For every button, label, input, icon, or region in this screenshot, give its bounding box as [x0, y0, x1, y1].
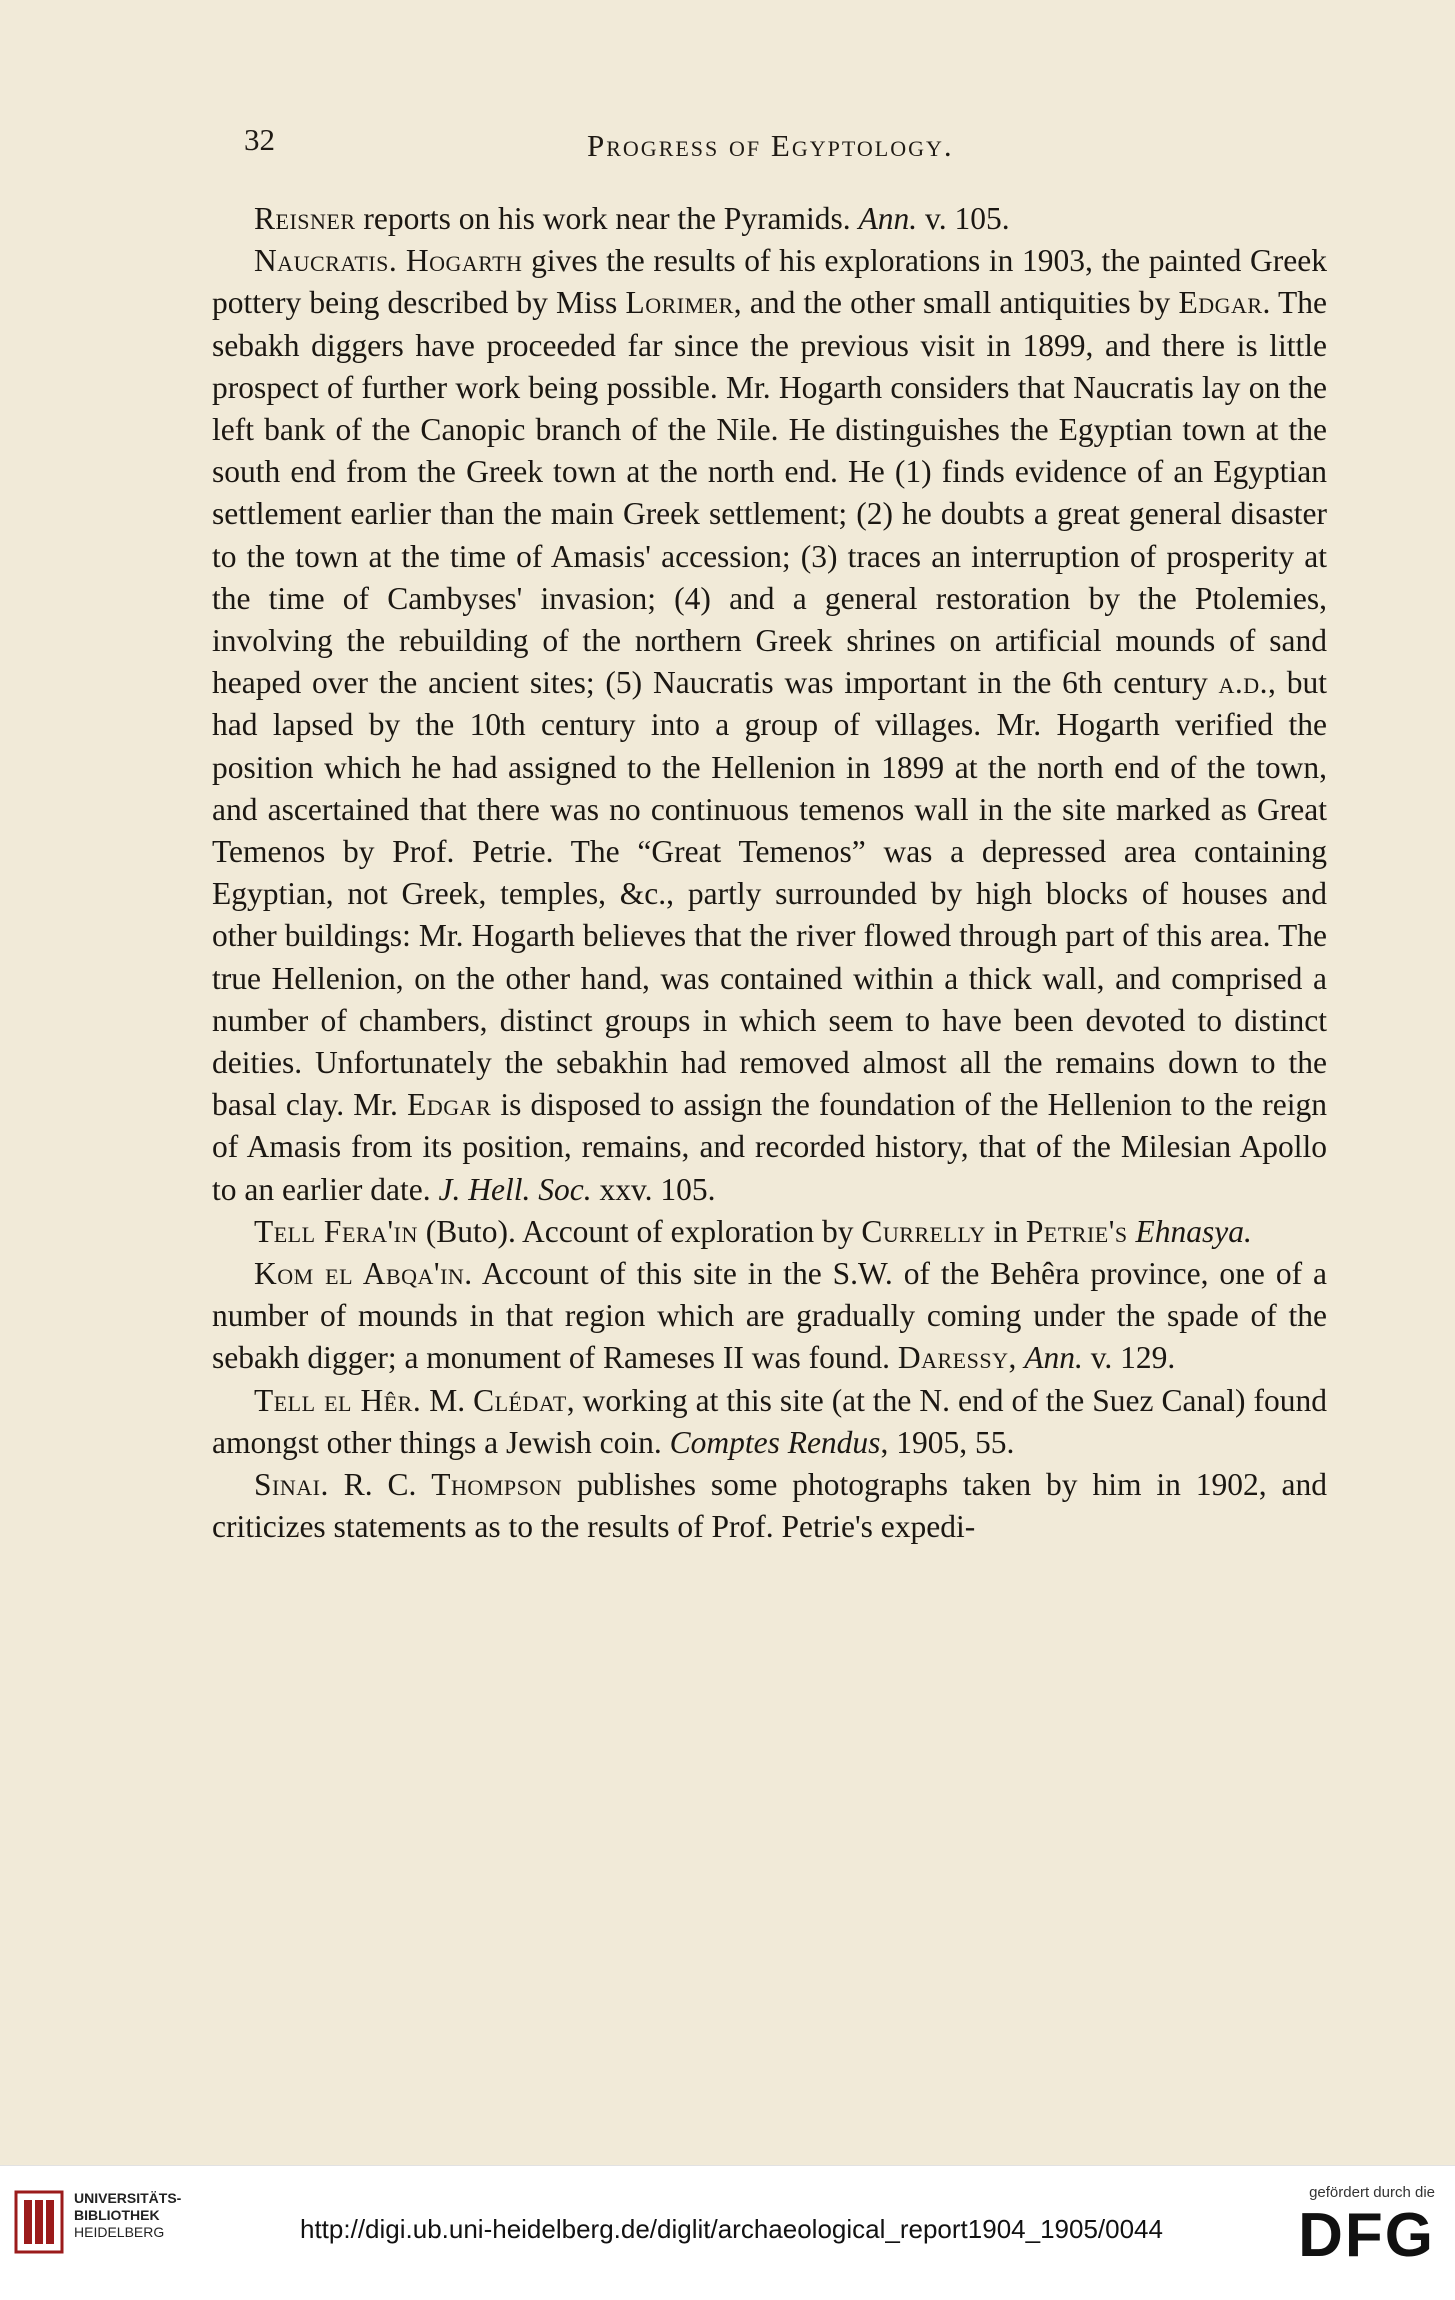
text-segment: , — [1008, 1340, 1025, 1376]
text-segment — [1128, 1214, 1136, 1249]
text-segment: gives the results of his explorations in 1903, the painted Greek pottery being described by Miss — [212, 243, 1328, 321]
text-segment: . The sebakh diggers have proceeded far since the previous visit in 1899, and there is little prospect of further work being possible. Mr. Hogarth considers that Naucratis lay on the left bank of the Canopic branch of the Nile. He distinguishes the Egyptian town at the south end from the Greek town at the north end. He (1) finds evidence of an Egyptian settlement earlier than the main Greek settlement; (2) he doubts a great general disaster to the town at the time of Amasis' accession; (3) traces an interruption of prosperity at the time of Cambyses' invasion; (4) and a general restoration by the Ptolemies, involving the rebuilding of the northern Greek shrines on artificial mounds of sand heaped over the ancient sites; (5) Naucratis was important in the 6th century — [212, 285, 1327, 701]
text-segment: Currelly — [861, 1213, 986, 1249]
text-segment: J. Hell. Soc. — [438, 1171, 592, 1207]
library-name-line: BIBLIOTHEK — [74, 2207, 160, 2223]
paragraph-tell-el-her — [212, 1380, 1327, 1464]
text-segment: Account of this site in the S.W. of the Behêra province, one of a number of mounds in that region which are gradually coming under the spade of the sebakh digger; a monument of Rameses II was found. — [212, 1256, 1327, 1376]
page-number: 32 — [244, 122, 275, 157]
footer-bar — [0, 2165, 1455, 2300]
text-segment: Naucratis. — [254, 243, 398, 279]
text-segment: M. — [421, 1382, 474, 1418]
text-segment: Tell Fera'in — [254, 1213, 418, 1249]
paragraph-reisner — [212, 198, 1327, 240]
text-segment: Sinai. — [254, 1467, 329, 1503]
text-segment: Ehnasya. — [1135, 1213, 1252, 1249]
text-segment: publishes some photographs taken by him in 1902, and criticizes statements as to the results of Prof. Petrie's expedi- — [212, 1467, 1327, 1545]
text-segment: v. 129. — [1082, 1340, 1176, 1376]
text-segment: Kom el Abqa'in. — [254, 1256, 473, 1292]
library-logo[interactable] — [14, 2186, 184, 2266]
text-segment: , working at this site (at the N. end of the Suez Canal) found amongst other things a Jewish coin. — [212, 1382, 1327, 1460]
text-segment: Thompson — [431, 1467, 563, 1503]
paragraph-kom-el-abqain — [212, 1253, 1327, 1380]
text-segment: Daressy — [897, 1340, 1009, 1376]
text-segment: Comptes Rendus — [669, 1424, 881, 1460]
library-emblem-icon — [14, 2190, 64, 2254]
source-url-link[interactable]: http://digi.ub.uni-heidelberg.de/diglit/archaeological_report1904_1905/0044 — [300, 2214, 1163, 2244]
text-segment: , 1905, 55. — [880, 1424, 1015, 1460]
paragraph-sinai — [212, 1464, 1327, 1548]
paragraph-naucratis — [212, 240, 1327, 1211]
text-segment — [397, 243, 406, 278]
library-name-line: UNIVERSITÄTS- — [74, 2190, 182, 2206]
text-segment: Ann. — [858, 201, 918, 236]
running-head — [232, 122, 1335, 162]
text-segment: R. C. — [328, 1467, 432, 1503]
dfg-logo[interactable]: DFG — [1298, 2201, 1435, 2270]
running-title: Progress of Egyptology. — [587, 128, 954, 163]
library-name — [74, 2190, 181, 2241]
text-segment: Lorimer — [625, 285, 734, 321]
text-segment: reports on his work near the Pyramids. — [355, 201, 859, 236]
text-segment: Petrie's — [1025, 1213, 1128, 1249]
text-segment: Tell el Hêr. — [254, 1382, 422, 1418]
text-segment: xxv. 105. — [591, 1171, 716, 1207]
text-segment: v. 105. — [917, 201, 1010, 236]
paragraph-tell-ferain — [212, 1211, 1327, 1253]
text-segment: Clédat — [473, 1382, 567, 1418]
text-segment: , but had lapsed by the 10th century into a group of villages. Mr. Hogarth verified the position which he had assigned to the Hellenion in 1899 at the north end of the town, and ascertained that there was no continuous temenos wall in the site marked as Great Temenos by Prof. Petrie. The “Great Temenos” was a depressed area containing Egyptian, not Greek, temples, &c., partly surrounded by high blocks of houses and other buildings: Mr. Hogarth believes that the river flowed through part of this area. The true Hellenion, on the other hand, was contained within a thick wall, and comprised a number of chambers, distinct groups in which seem to have been devoted to distinct deities. Unfortunately the sebakhin had removed almost all the remains down to the basal clay. Mr. — [212, 665, 1327, 1123]
text-segment: in — [985, 1213, 1026, 1249]
text-segment: is disposed to assign the foundation of the Hellenion to the reign of Amasis from its position, remains, and recorded history, that of the Milesian Apollo to an earlier date. — [212, 1087, 1327, 1207]
text-segment: a.d. — [1218, 665, 1269, 701]
funder-note: gefördert durch die — [1309, 2184, 1435, 2201]
funder-credit — [1285, 2184, 1435, 2271]
body-text — [212, 198, 1327, 1549]
text-segment: Ann. — [1024, 1340, 1083, 1376]
text-segment: Edgar — [407, 1087, 492, 1123]
library-name-line: HEIDELBERG — [74, 2224, 165, 2240]
text-segment: Hogarth — [405, 243, 523, 279]
text-segment: , and the other small antiquities by — [733, 285, 1179, 321]
text-segment: Reisner — [254, 201, 356, 236]
text-segment: (Buto). Account of exploration by — [417, 1213, 862, 1249]
text-segment: Edgar — [1178, 285, 1263, 321]
